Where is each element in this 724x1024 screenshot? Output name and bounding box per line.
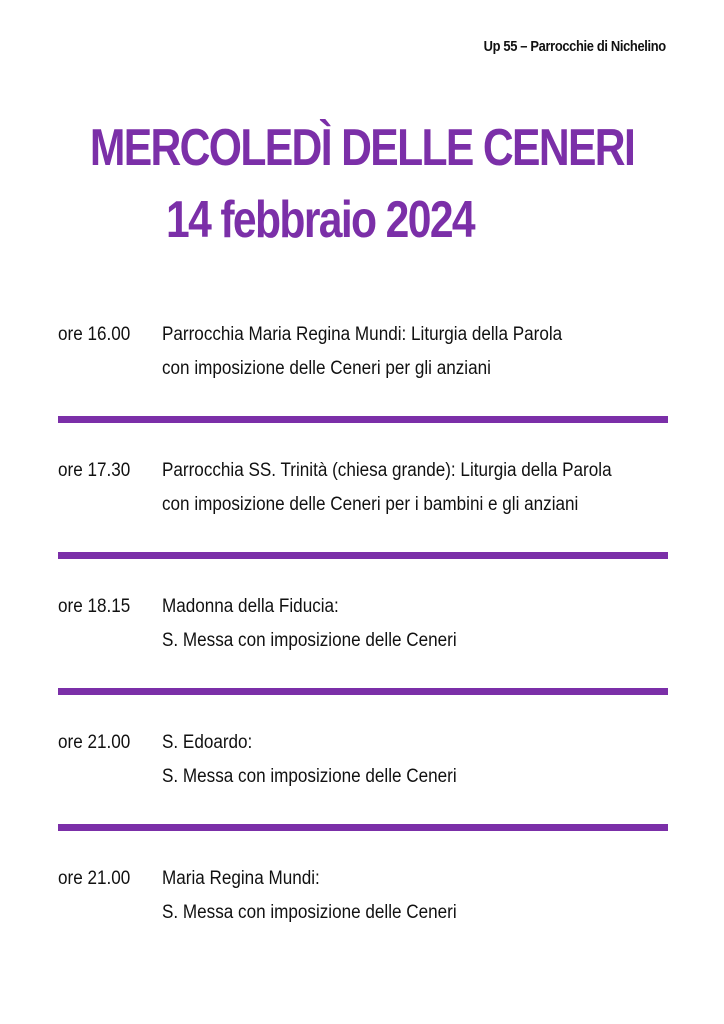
event-description: [162, 726, 617, 794]
divider: [58, 552, 668, 559]
header-organization: Up 55 – Parrocchie di Nichelino: [483, 38, 666, 55]
event-date: 14 febbraio 2024: [166, 191, 474, 249]
divider: [58, 824, 668, 831]
events-list: [58, 318, 668, 930]
event-item: [58, 726, 668, 794]
event-detail: S. Messa con imposizione delle Ceneri: [162, 902, 457, 923]
event-location: Madonna della Fiducia:: [162, 596, 339, 617]
event-detail: con imposizione delle Ceneri per i bambini e gli anziani: [162, 494, 579, 515]
page-title: MERCOLEDÌ DELLE CENERI: [89, 119, 635, 177]
event-location: Parrocchia SS. Trinità (chiesa grande): Liturgia della Parola: [162, 460, 612, 481]
event-item: [58, 454, 668, 522]
event-time: ore 21.00: [58, 732, 131, 753]
event-location: S. Edoardo:: [162, 732, 253, 753]
event-item: [58, 862, 668, 930]
event-time: ore 16.00: [58, 324, 131, 345]
divider: [58, 688, 668, 695]
event-detail: con imposizione delle Ceneri per gli anziani: [162, 358, 491, 379]
event-location: Parrocchia Maria Regina Mundi: Liturgia della Parola: [162, 324, 563, 345]
event-location: Maria Regina Mundi:: [162, 868, 320, 889]
event-detail: S. Messa con imposizione delle Ceneri: [162, 766, 457, 787]
event-description: [162, 318, 617, 386]
event-time: ore 17.30: [58, 460, 131, 481]
title-block: [0, 118, 724, 250]
event-time: ore 18.15: [58, 596, 131, 617]
event-description: [162, 590, 617, 658]
divider: [58, 416, 668, 423]
event-description: [162, 454, 617, 522]
event-detail: S. Messa con imposizione delle Ceneri: [162, 630, 457, 651]
event-description: [162, 862, 617, 930]
event-time: ore 21.00: [58, 868, 131, 889]
event-item: [58, 590, 668, 658]
event-item: [58, 318, 668, 386]
